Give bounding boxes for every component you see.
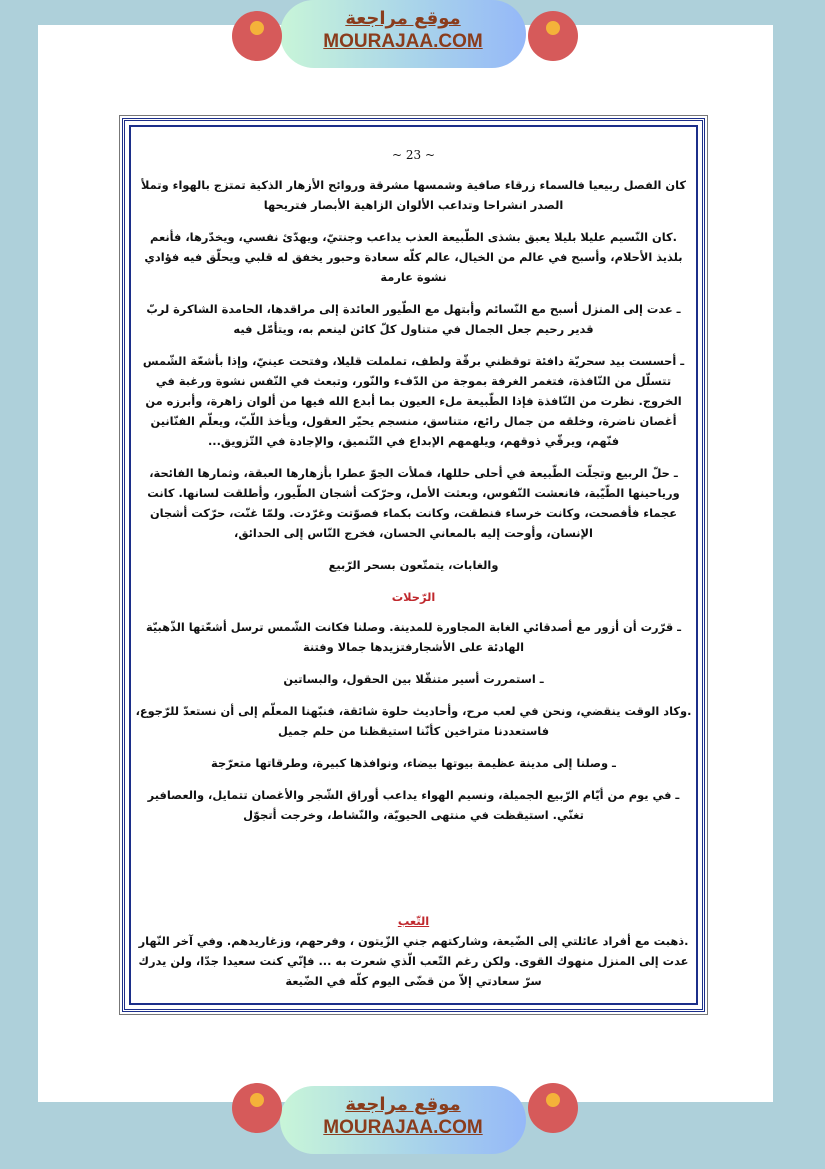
section-heading: التّعب [397, 914, 430, 928]
banner-latin: MOURAJAA.COM [323, 31, 483, 52]
banner-arabic: موقع مراجعة [345, 1094, 461, 1115]
banner-arabic: موقع مراجعة [345, 8, 461, 29]
page-frame [122, 118, 705, 1012]
section-heading: الرّحلات [391, 590, 436, 604]
site-logo [232, 1083, 282, 1133]
paragraph: .وكاد الوقت ينقضي، ونحن في لعب مرح، وأحاديث حلوة شائقة، فنبّهنا المعلّم إلى أن نستعدّ للرّجوع، فاستعددنا متراخين كأنّنا استيقظنا من حلم جميل [135, 704, 692, 738]
book-icon [250, 21, 264, 35]
book-icon [546, 21, 560, 35]
paragraph: ـ عدت إلى المنزل أسبح مع النّسائم وأبتهل مع الطّيور العائدة إلى مراقدها، الحامدة الشاكرة لربّ قدير رحيم جعل الجمال في متناول كلّ كائن لينعم به، ويتأمّل فيه [146, 302, 681, 336]
paragraph: ـ وصلنا إلى مدينة عظيمة بيوتها بيضاء، ونوافذها كبيرة، وطرقاتها متعرّجة [211, 756, 616, 770]
paragraph: ـ استمررت أسير متنقّلا بين الحقول، والبساتين [283, 672, 544, 686]
site-banner-bottom[interactable] [280, 1086, 526, 1154]
page-number: ~ 23 ~ [391, 148, 435, 162]
site-logo [232, 11, 282, 61]
paragraph: كان الفصل ربيعيا فالسماء زرقاء صافية وشمسها مشرقة وروائح الأزهار الذكية تمتزج بالهواء وتملأ الصدر انشراحا وتداعب الألوان الزاهية الأبصار فتريحها [141, 178, 686, 212]
paragraph: ـ قرّرت أن أزور مع أصدقائي الغابة المجاورة للمدينة. وصلنا فكانت الشّمس ترسل أشعّتها الذّهبيّة الهادئة على الأشجارفتزيدها جمالا وفتنة [145, 620, 682, 654]
book-icon [546, 1093, 560, 1107]
paragraph: ـ حلّ الربيع وتجلّت الطّبيعة في أحلى حللها، فملأت الجوّ عطرا بأزهارها العبقة، وثمارها الفائحة، ورياحينها الطّيّبة، فانعشت النّفوس، وبعثت الأمل، وحرّكت أشجان الطّيور، وأطلقت لسانها. كانت عجماء فأفصحت، وكانت خرساء فنطقت، وكانت بكماء فصوّتت وغرّدت. ولمّا غنّت، حرّكت أشجان الإنسان، وأوحت إليه بالمعاني الحسان، فخرج النّاس إلى الحدائق، [147, 466, 680, 540]
paragraph: ـ أحسست بيد سحريّة دافئة توقظني برقّة ولطف، تململت قليلا، وفتحت عينيّ، وإذا بأشعّة الشّمس تتسلّل من النّافذة، فتغمر الغرفة بموجة من الدّفء والنّور، وتبعث في النّفس نشوة ورغبة في الخروج. نظرت من النّافذة فإذا الطّبيعة ملء العيون بما أبدع الله فيها من ألوان زاهرة، وأبرزه من أغصان ناضرة، وخلقه من جمال رائع، متناسق، منسجم يحيّر العقول، ويأخذ اللّبّ، ويعلّم الفنّانين فنّهم، ويرقّي ذوقهم، ويلهمهم الإبداع في التّنميق، والإجادة في التّزويق... [142, 354, 685, 448]
paragraph: والغابات، يتمتّعون بسحر الرّبيع [328, 558, 499, 572]
site-logo [528, 1083, 578, 1133]
site-logo [528, 11, 578, 61]
banner-latin: MOURAJAA.COM [323, 1117, 483, 1138]
paragraph: ـ في يوم من أيّام الرّبيع الجميلة، ونسيم الهواء يداعب أوراق الشّجر والأغصان تتمايل، والعصافير تغنّي. استيقظت في منتهى الحيويّة، والنّشاط، وخرجت أتجوّل [147, 788, 680, 822]
document-body [135, 145, 692, 1003]
paragraph: .كان النّسيم عليلا بليلا يعبق بشذى الطّبيعة العذب يداعب وجنتيّ، ويهدّئ نفسي، ويخدّرها، فأنعم بلذيذ الأحلام، وأسبح في عالم من الخيال، عالم كلّه سعادة وحبور يخفق له قلبي ويحلّق فيه فؤادي نشوة عارمة [144, 230, 683, 284]
book-icon [250, 1093, 264, 1107]
site-banner-top[interactable] [280, 0, 526, 68]
paragraph: .ذهبت مع أفراد عائلتي إلى الضّيعة، وشاركتهم جني الزّيتون ، وفرحهم، وزغاريدهم. وفي آخر النّهار عدت إلى المنزل منهوك القوى. ولكن رغم التّعب الّذي شعرت به ... فإنّي كنت سعيدا جدّا، ولن يدرك سرّ سعادتي إلاّ من قضّى اليوم كلّه في الضّيعة [138, 934, 689, 988]
